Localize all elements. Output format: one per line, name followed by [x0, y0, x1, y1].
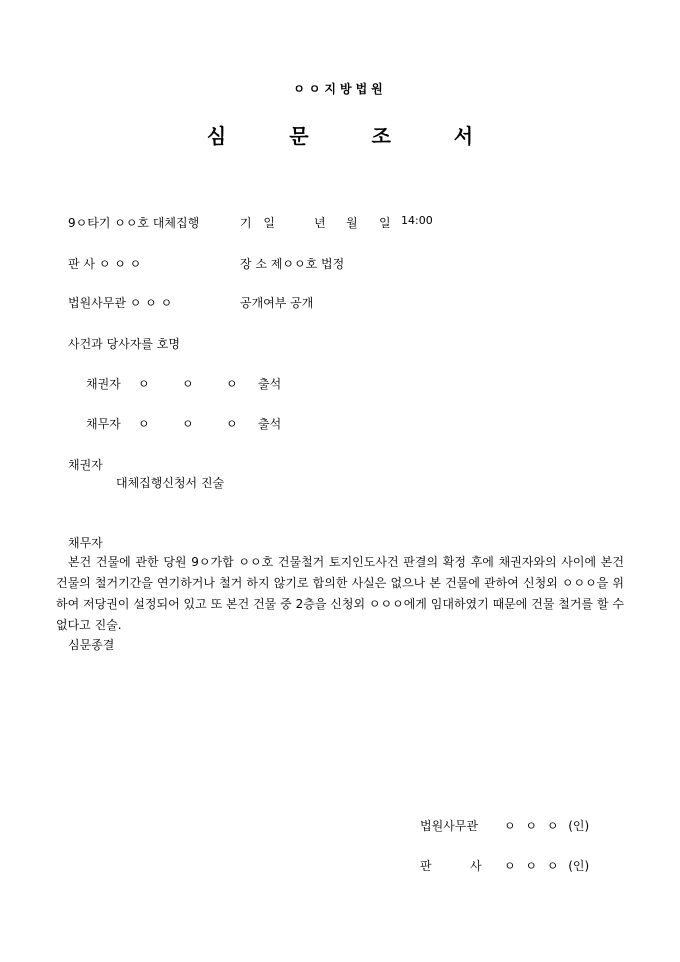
debtor-status: 출석	[258, 417, 282, 431]
place-line: 장 소 제ㅇㅇ호 법정	[240, 257, 345, 271]
court-name: ㅇㅇ지방법원	[293, 82, 387, 96]
creditor-name-1: ㅇ	[138, 377, 150, 391]
creditor-role: 채권자	[86, 377, 121, 391]
public-status: 공개여부 공개	[240, 296, 314, 310]
debtor-statement-text: 본건 건물에 관한 당원 9ㅇ가합 ㅇㅇ호 건물철거 토지인도사건 판결의 확정 후에 채권자와의 사이에 본건 건물의 철거기간을 연기하거나 철거 하지 않기로 합의한 사실은 없으나 본 건물에 관하여 신청외 ㅇㅇㅇ을 위하여 저당권이 설정되어 있고 또 본건 건물 중 2층을 신청외 ㅇㅇㅇ에게 임대하였기 때문에 건물 철거를 할 수 없다고 진술.	[56, 555, 624, 632]
debtor-name-2: ㅇ	[182, 417, 194, 431]
creditor-statement-label: 채권자	[68, 458, 103, 472]
clerk-signature-name: ㅇ ㅇ ㅇ (인)	[504, 819, 590, 833]
date-month: 월	[346, 216, 358, 230]
date-year: 년	[314, 216, 326, 230]
debtor-statement-label: 채무자	[68, 536, 103, 550]
date-label: 기 일	[240, 216, 279, 230]
clerk-signature-title: 법원사무관	[420, 819, 478, 833]
creditor-statement-text: 대체집행신청서 진술	[116, 476, 225, 490]
clerk-line: 법원사무관 ㅇ ㅇ ㅇ	[68, 296, 173, 310]
roll-call-heading: 사건과 당사자를 호명	[68, 337, 180, 351]
judge-signature-title-1: 판	[420, 859, 432, 873]
hearing-closed: 심문종결	[68, 638, 115, 652]
debtor-role: 채무자	[86, 417, 121, 431]
date-day: 일	[379, 216, 391, 230]
creditor-name-3: ㅇ	[226, 377, 238, 391]
judge-signature-title-2: 사	[470, 859, 482, 873]
case-number: 9ㅇ타기 ㅇㅇ호 대체집행	[68, 216, 200, 230]
judge-line: 판 사 ㅇ ㅇ ㅇ	[68, 257, 142, 271]
judge-signature-name: ㅇ ㅇ ㅇ (인)	[504, 859, 590, 873]
debtor-name-3: ㅇ	[226, 417, 238, 431]
document-title: 심 문 조 서	[206, 124, 502, 148]
creditor-status: 출석	[258, 377, 282, 391]
creditor-name-2: ㅇ	[182, 377, 194, 391]
debtor-name-1: ㅇ	[138, 417, 150, 431]
date-time: 14:00	[401, 214, 433, 227]
